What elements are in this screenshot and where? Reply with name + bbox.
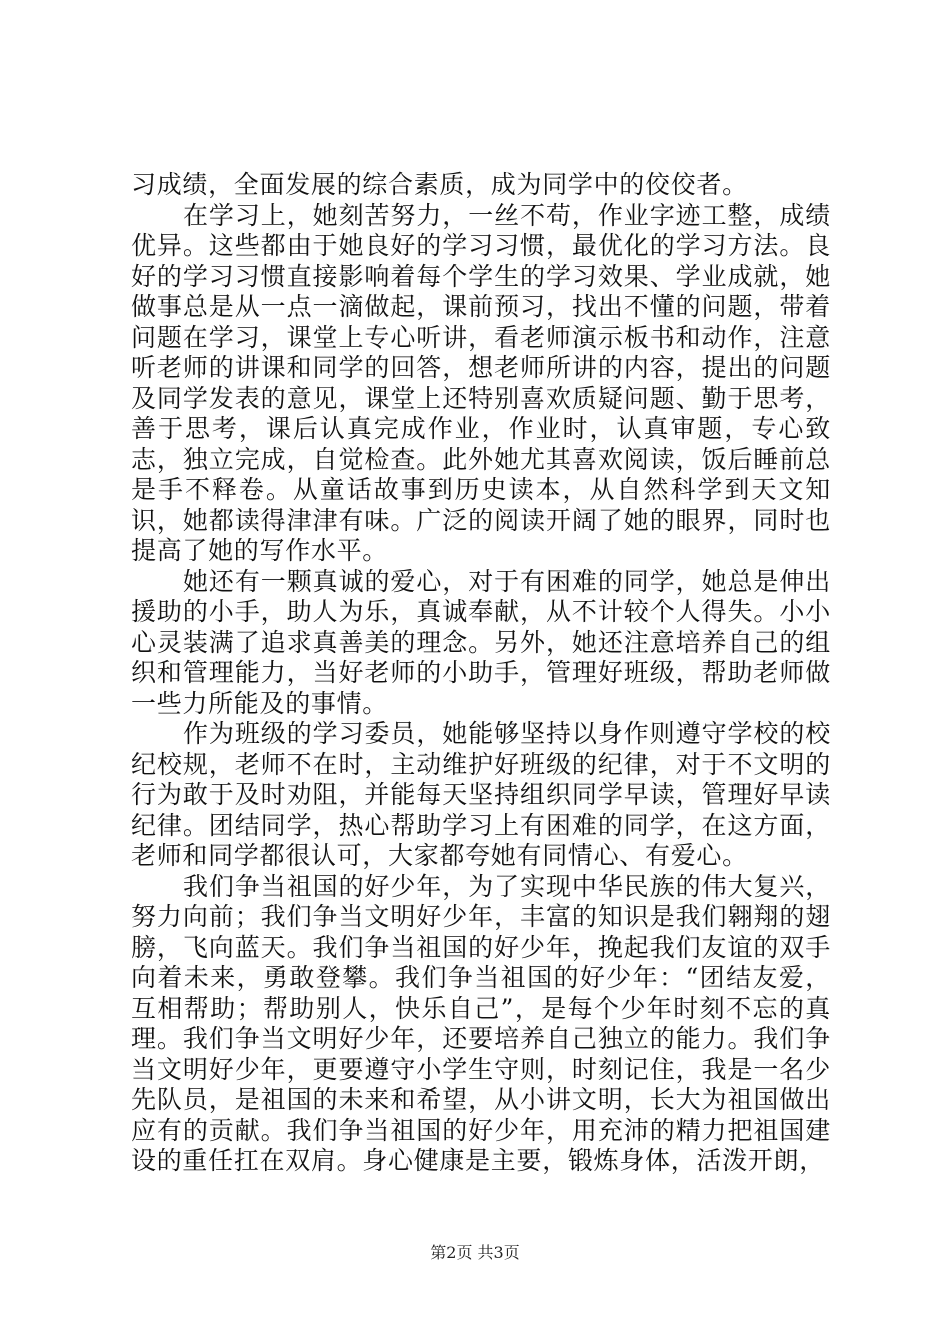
paragraph-5: 我们争当祖国的好少年，为了实现中华民族的伟大复兴，努力向前；我们争当文明好少年，丰富的知识是我们翱翔的翅膀，飞向蓝天。我们争当祖国的好少年，挽起我们友谊的双手向着未来，勇敢登攀。我们争当祖国的好少年：“团结友爱，互相帮助；帮助别人，快乐自己”，是每个少年时刻不忘的真理。我们争当文明好少年，还要培养自己独立的能力。我们争当文明好少年，更要遵守小学生守则，时刻记住，我是一名少先队员，是祖国的未来和希望，从小讲文明，长大为祖国做出应有的贡献。我们争当祖国的好少年，用充沛的精力把祖国建设的重任扛在双肩。身心健康是主要，锻炼身体，活泼开朗， [131,871,831,1175]
paragraph-2: 在学习上，她刻苦努力，一丝不苟，作业字迹工整，成绩优异。这些都由于她良好的学习习惯，最优化的学习方法。良好的学习习惯直接影响着每个学生的学习效果、学业成就，她做事总是从一点一滴做起，课前预习，找出不懂的问题，带着问题在学习，课堂上专心听讲，看老师演示板书和动作，注意听老师的讲课和同学的回答，想老师所讲的内容，提出的问题及同学发表的意见，课堂上还特别喜欢质疑问题、勤于思考，善于思考，课后认真完成作业，作业时，认真审题，专心致志，独立完成，自觉检查。此外她尤其喜欢阅读，饭后睡前总是手不释卷。从童话故事到历史读本，从自然科学到天文知识，她都读得津津有味。广泛的阅读开阔了她的眼界，同时也提高了她的写作水平。 [131,200,831,565]
paragraph-3: 她还有一颗真诚的爱心，对于有困难的同学，她总是伸出援助的小手，助人为乐，真诚奉献，从不计较个人得失。小小心灵装满了追求真善美的理念。另外，她还注意培养自己的组织和管理能力，当好老师的小助手，管理好班级，帮助老师做一些力所能及的事情。 [131,566,831,718]
paragraph-1: 习成绩，全面发展的综合素质，成为同学中的佼佼者。 [131,170,748,199]
paragraph-4: 作为班级的学习委员，她能够坚持以身作则遵守学校的校纪校规，老师不在时，主动维护好班级的纪律，对于不文明的行为敢于及时劝阻，并能每天坚持组织同学早读，管理好早读纪律。团结同学，热心帮助学习上有困难的同学，在这方面，老师和同学都很认可，大家都夸她有同情心、有爱心。 [131,719,831,870]
page-number-footer: 第2页 共3页 [430,1243,520,1262]
document-body [131,170,831,1177]
